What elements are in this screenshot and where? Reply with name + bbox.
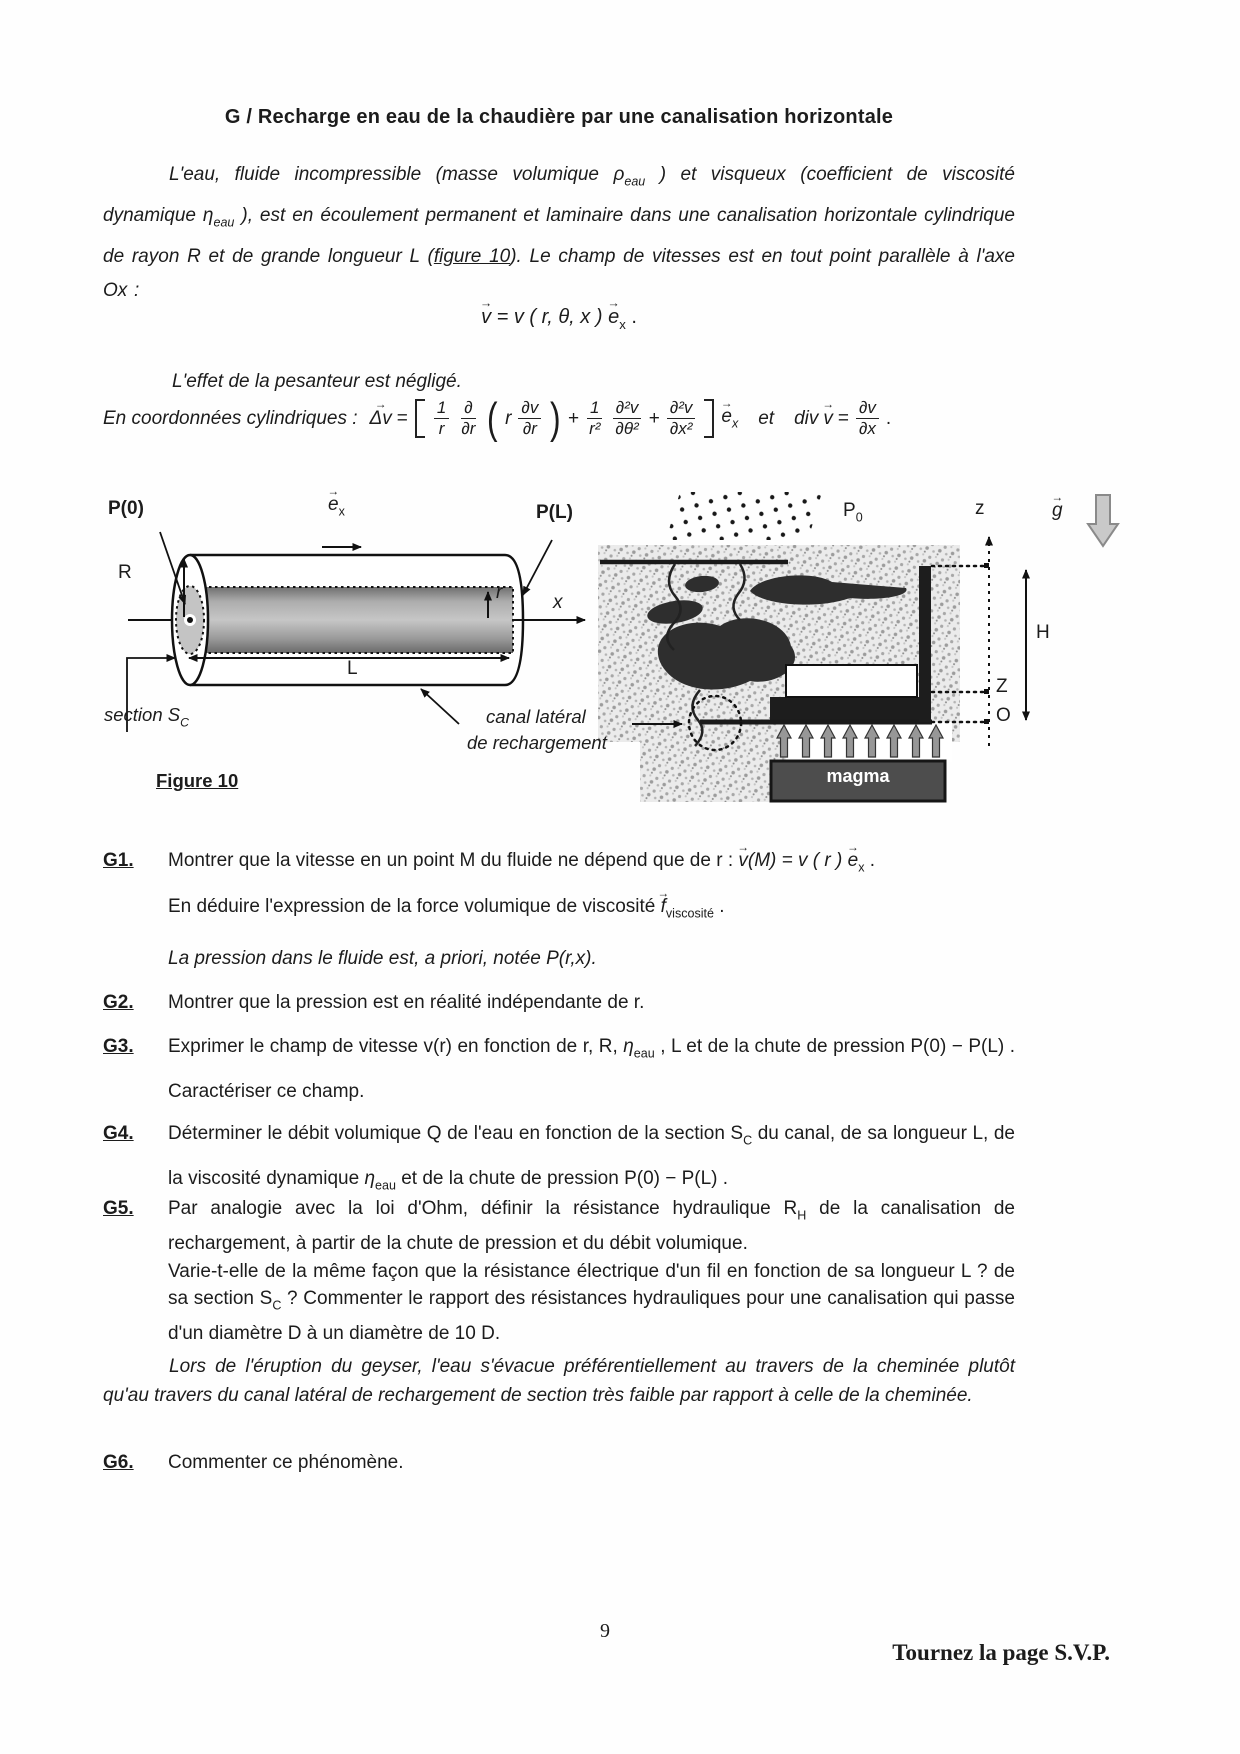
cavity-blob-large [658,618,795,689]
fraction: $\frac{\text{∂²v}}{\text{∂x²}}$ [667,398,696,439]
figure-caption: Figure 10 [156,770,239,791]
label-pl: P(L) [536,502,573,523]
left-paren: ( [487,393,499,443]
steam-dots [666,492,822,540]
question-g5-part1: Par analogie avec la loi d'Ohm, définir la résistance hydraulique $R_H$ de la canalisation de rechargement, à partir de la chute de pression et du débit volumique. [168,1198,1015,1255]
label-H: H [1036,622,1050,643]
right-paren: ) [550,393,561,443]
question-text-g3: Exprimer le champ de vitesse v(r) en fonction de r, R, $\eta_{eau}$ , L et de la chute de pression P(0) − P(L) . Caractériser ce champ. [168,1036,1015,1102]
gravity-arrow [1088,495,1118,546]
question-g5-part2: Varie-t-elle de la même façon que la résistance électrique d'un fil en fonction de sa longueur L ? de sa section $S_C$ ? Commenter le rapport des résistances hydrauliques pour une canalisation qui passe d'un diamètre D à un diamètre de 10 D. [168,1260,1015,1345]
fluid-rod [197,587,513,653]
div-variable: v → [823,408,833,430]
r-variable: r [505,407,512,429]
divergence-formula [794,398,891,439]
fraction: $\frac{\text{∂²v}}{\text{∂θ²}}$ [612,398,641,439]
et-word: et [758,407,775,429]
label-Z: Z [996,676,1008,697]
label-x: x [553,592,563,613]
gravity-note: L'effet de la pesanteur est négligé. [172,371,462,392]
equals-sign: = [837,407,849,429]
question-g6 [103,1452,1015,1474]
canal-leader-arrow [421,689,459,724]
question-number-g5: G5. [103,1198,134,1219]
steam-pocket [786,665,917,697]
label-p0: P(0) [108,498,144,519]
plus-sign: + [567,407,580,429]
laplacian-lhs: Δv → [370,408,392,430]
label-r: r [496,582,503,603]
basis-vector: $e \to_x$ [721,406,738,431]
div-word: div [794,407,819,429]
question-g1-line2: En déduire l'expression de la force volumique de viscosité $f \to_{viscosité}$ . [168,896,1015,921]
page-title: G / Recharge en eau de la chaudière par une canalisation horizontale [224,106,894,128]
fraction: $\frac{\partial v}{\partial r}$ [518,398,541,439]
label-g: g → [1052,500,1063,522]
question-text-g6: Commenter ce phénomène. [168,1452,404,1473]
label-canal-1: canal latéral [486,706,586,727]
page-number: 9 [600,1620,610,1642]
question-number-g3: G3. [103,1036,134,1057]
fraction: $\frac{\partial v}{\partial x}$ [856,398,879,439]
label-P0-atm: $P_0$ [843,500,863,525]
label-R: R [118,562,132,583]
left-bracket [415,399,425,438]
intro-paragraph: L'eau, fluide incompressible (masse volumique $\rho_{eau}$ ) et visqueux (coefficient de viscosité dynamique $\eta_{eau}$ ), est en écoulement permanent et laminaire dans une canalisation horizontale cylindrique de rayon R et de grande longueur L (figure 10). Le champ de vitesses est en tout point parallèle à l'axe Ox : [103,164,1016,301]
period: . [885,407,892,429]
question-g5 [103,1195,1015,1348]
pl-leader-arrow [523,540,552,595]
question-number-g1: G1. [103,850,134,871]
label-L: L [347,658,358,679]
plus-sign: + [648,407,660,429]
velocity-equation: v → = v ( r, θ, x ) $e \to_x$ . [103,306,1015,332]
fraction: $\frac{1}{r}$ [434,398,449,439]
fraction: $\frac{1}{\text{r²}}$ [586,398,603,439]
laplacian-equation [103,393,1033,443]
question-g4 [103,1115,1015,1204]
label-section: section $S_C$ [104,704,189,730]
right-bracket [704,399,714,438]
turn-page-note: Tournez la page S.V.P. [892,1640,1110,1665]
question-number-g4: G4. [103,1123,134,1144]
laplacian-formula [369,393,739,443]
question-text-g2: Montrer que la pression est en réalité indépendante de r. [168,992,645,1013]
label-z: z [975,498,985,519]
equals-sign: = [396,407,408,429]
question-number-g6: G6. [103,1452,134,1473]
question-text-g4: Déterminer le débit volumique Q de l'eau en fonction de la section $S_C$ du canal, de sa longueur L, de la viscosité dynamique $\eta_{eau}$ et de la chute de pression P(0) − P(L) . [168,1123,1015,1193]
question-number-g2: G2. [103,992,134,1013]
question-g1 [103,850,1015,875]
label-magma: magma [826,766,890,786]
question-g2 [103,992,1015,1014]
eruption-note: Lors de l'éruption du geyser, l'eau s'évacue préférentiellement au travers de la cheminée plutôt qu'au travers du canal latéral de rechargement de section très faible par rapport à celle de la cheminée. [103,1356,1015,1406]
question-text-g1: Montrer que la vitesse en un point M du fluide ne dépend que de r : v →(M) = v ( r ) $e \to_x$ . [168,850,1015,875]
label-O: O [996,705,1011,726]
axis-origin-dot [187,617,193,623]
laplacian-intro: En coordonnées cylindriques : [103,407,358,429]
label-canal-2: de rechargement [467,732,607,753]
chimney [919,566,931,722]
fraction: $\frac{\partial}{\partial r}$ [461,398,476,439]
water-pool [770,697,925,721]
label-ex: $e \to_x$ [328,494,345,519]
question-text-g5 [168,1195,1015,1348]
question-g3 [103,1028,1015,1111]
question-g1-note: La pression dans le fluide est, a priori, notée P(r,x). [168,948,597,969]
